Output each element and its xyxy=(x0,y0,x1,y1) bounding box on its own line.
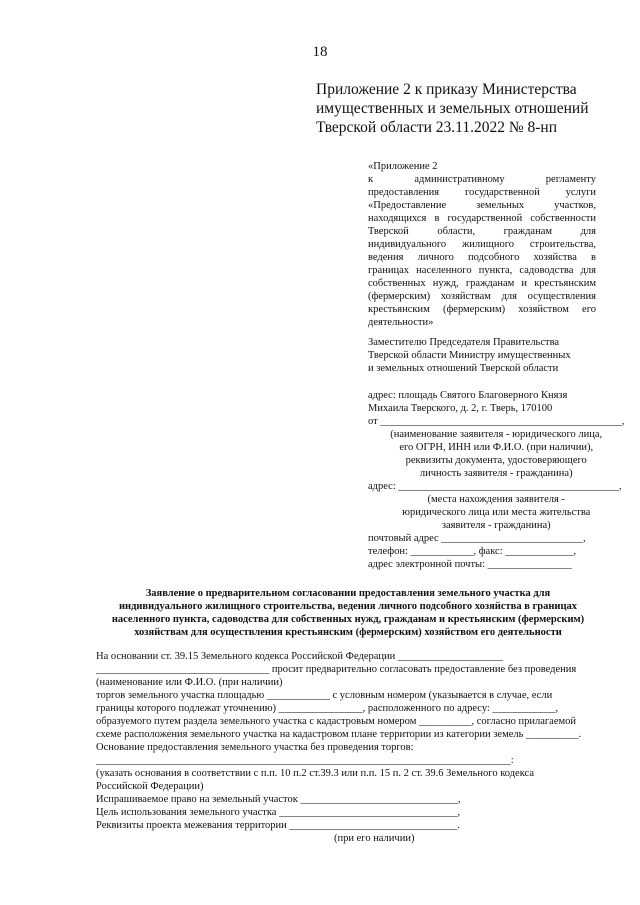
application-body xyxy=(96,650,604,845)
appendix-line: ведения личного подсобного хозяйства в xyxy=(368,252,596,263)
appendix-line: крестьянским (фермерским) хозяйством его xyxy=(368,304,596,315)
category-line[interactable]: схеме расположения земельного участка на кадастровом плане территории из категории земель __________. xyxy=(96,729,582,740)
addressee-block xyxy=(368,336,571,375)
addressee-line: Заместителю Председателя Правительства xyxy=(368,337,560,348)
title-line: индивидуального жилищного строительства, ведения личного подсобного хозяйства в границах xyxy=(118,601,578,612)
applicant-block xyxy=(368,389,624,571)
basis-note: Российской Федерации) xyxy=(96,781,204,792)
basis-line[interactable]: На основании ст. 39.15 Земельного кодекса Российской Федерации ____________________ xyxy=(96,651,503,662)
purpose-field[interactable]: Цель использования земельного участка __________________________________, xyxy=(96,807,461,818)
location-line[interactable]: границы которого подлежат уточнению) ________________, расположенного по адресу: ____________, xyxy=(96,703,559,714)
order-header xyxy=(316,80,589,137)
appendix-line: «Предоставление земельных участков, xyxy=(368,200,596,211)
basis-label: Основание предоставления земельного участка без проведения торгов: xyxy=(96,742,414,753)
applicant-from-field[interactable]: от ______________________________________________, xyxy=(368,416,625,427)
postal-address-field[interactable]: почтовый адрес ___________________________, xyxy=(368,533,586,544)
addressee-line: Тверской области Министру имущественных xyxy=(368,350,571,361)
cadastral-line[interactable]: образуемого путем раздела земельного участка с кадастровым номером __________, согласно прилагаемой xyxy=(96,716,577,727)
appendix-line: индивидуального жилищного строительства, xyxy=(368,239,596,250)
title-line: хозяйствам для осуществления крестьянским (фермерским) хозяйством его деятельности xyxy=(134,627,562,638)
appendix-line: к административному регламенту xyxy=(368,174,596,185)
page-number: 18 xyxy=(312,44,328,60)
area-line[interactable]: торгов земельного участка площадью ____________ с условным номером (указывается в случае, если xyxy=(96,690,553,701)
appendix-line: границах населенного пункта, садоводства для xyxy=(368,265,596,276)
appendix-line: (фермерским) хозяйствам для осуществления xyxy=(368,291,596,302)
applicant-name-line[interactable]: _________________________________ просит предварительно согласовать предоставление без проведения xyxy=(96,664,577,675)
applicant-address-field[interactable]: адрес: __________________________________________, xyxy=(368,481,622,492)
applicant-name-note: (наименование или Ф.И.О. (при наличии) xyxy=(96,677,283,688)
survey-project-note: (при его наличии) xyxy=(334,833,415,844)
email-field[interactable]: адрес электронной почты: ________________ xyxy=(368,559,572,570)
requested-right-field[interactable]: Испрашиваемое право на земельный участок ______________________________, xyxy=(96,794,461,805)
survey-project-field[interactable]: Реквизиты проекта межевания территории ________________________________. xyxy=(96,820,461,831)
basis-note: (указать основания в соответствии с п.п. 10 п.2 ст.39.3 или п.п. 15 п. 2 ст. 39.6 Земельного кодекса xyxy=(96,768,535,779)
appendix-reference xyxy=(368,160,596,329)
title-line: Заявление о предварительном согласовании предоставления земельного участка для xyxy=(145,588,551,599)
appendix-line: собственных нужд, гражданам и крестьянским xyxy=(368,278,596,289)
addressee-line: и земельных отношений Тверской области xyxy=(368,363,559,374)
applicant-from-note: личность заявителя - гражданина) xyxy=(419,468,573,479)
phone-fax-field[interactable]: телефон: ____________, факс: _____________, xyxy=(368,546,577,557)
applicant-from-note: его ОГРН, ИНН или Ф.И.О. (при наличии), xyxy=(399,442,594,453)
title-line: населенного пункта, садоводства для собственных нужд, гражданам и крестьянским (фермерским) xyxy=(111,614,585,625)
appendix-line: находящихся в государственной собственности xyxy=(368,213,596,224)
ministry-address-line: адрес: площадь Святого Благоверного Князя xyxy=(368,390,568,401)
applicant-address-note: (места нахождения заявителя - xyxy=(427,494,565,505)
order-header-line: Тверской области 23.11.2022 № 8-нп xyxy=(316,119,557,136)
appendix-line: «Приложение 2 xyxy=(368,161,438,172)
basis-field[interactable]: _______________________________________________________________________________: xyxy=(96,755,514,766)
applicant-from-note: (наименование заявителя - юридического лица, xyxy=(390,429,603,440)
ministry-address-line: Михаила Тверского, д. 2, г. Тверь, 170100 xyxy=(368,403,553,414)
applicant-address-note: заявителя - гражданина) xyxy=(441,520,551,531)
appendix-line: предоставления государственной услуги xyxy=(368,187,596,198)
applicant-from-note: реквизиты документа, удостоверяющего xyxy=(405,455,587,466)
order-header-line: Приложение 2 к приказу Министерства xyxy=(316,81,577,98)
application-title xyxy=(92,587,604,639)
applicant-address-note: юридического лица или места жительства xyxy=(402,507,591,518)
appendix-line: Тверской области, гражданам для xyxy=(368,226,596,237)
appendix-line: деятельности» xyxy=(368,317,434,328)
order-header-line: имущественных и земельных отношений xyxy=(316,100,589,117)
